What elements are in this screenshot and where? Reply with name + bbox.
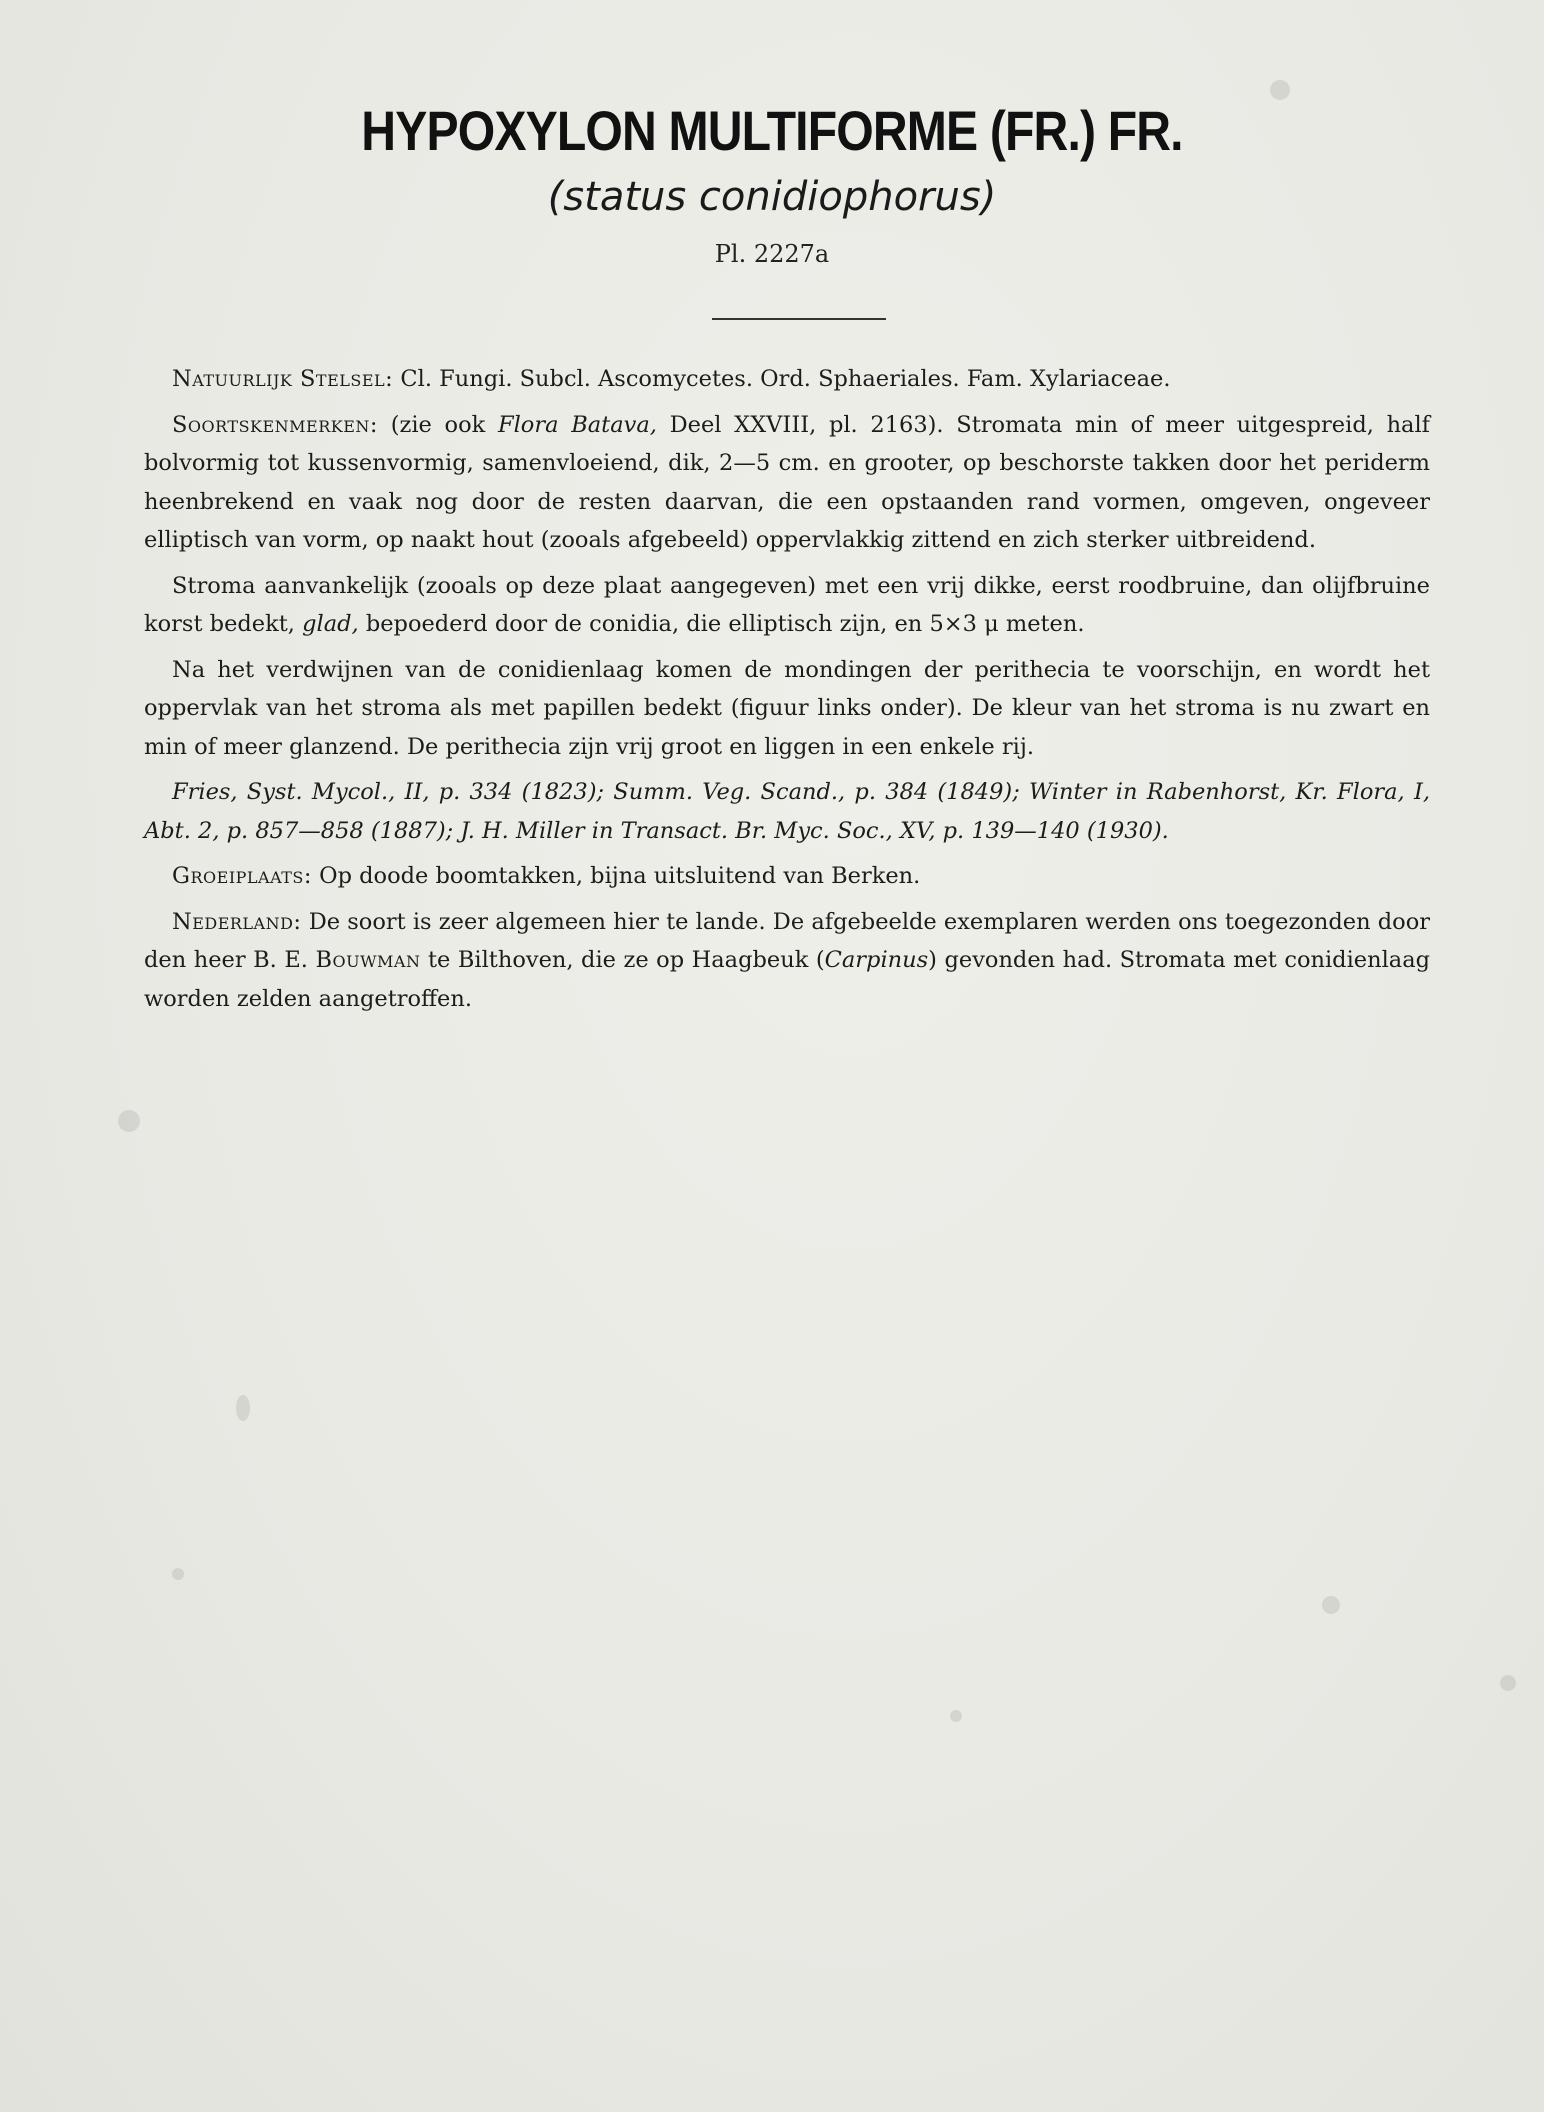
paragraph-soortskenmerken (144, 406, 1430, 560)
paper-speck (950, 1710, 962, 1722)
emphasis-text: glad, (302, 611, 359, 637)
genus-name: Carpinus (824, 947, 929, 973)
divider-rule (712, 318, 886, 320)
paragraph-natuurlijk-stelsel (144, 360, 1430, 399)
section-text: ) gevonden had. Stromata met conidienlaag worden zelden aangetroffen. (144, 947, 1431, 1012)
document-body (144, 360, 1430, 1025)
section-text: Deel XXVIII, pl. 2163). Stromata min of meer uitgespreid, half bolvormig tot kussenvormig, samenvloeiend, dik, 2—5 cm. en grooter, op beschorste takken door het periderm heenbrekend en vaak nog door de resten daarvan, die een opstaanden rand vormen, omgeven, ongeveer elliptisch van vorm, op naakt hout (zooals afgebeeld) oppervlakkig zittend en zich sterker uitbreidend. (144, 411, 1430, 553)
paper-speck (172, 1568, 184, 1580)
literature-text: Fries, Syst. Mycol., II, p. 334 (1823); Summ. Veg. Scand., p. 384 (1849); Winter in Rabenhorst, Kr. Flora, I, Abt. 2, p. 857—858 (1887); J. H. Miller in Transact. Br. Myc. Soc., XV, p. 139—140 (1930). (144, 779, 1430, 844)
section-text: Op doode boomtakken, bijna uitsluitend van Berken. (311, 863, 921, 889)
section-text: te Bilthoven, die ze op Haagbeuk ( (420, 947, 825, 973)
paper-speck (1322, 1596, 1340, 1614)
section-text: (zie ook (378, 411, 498, 438)
paper-speck (236, 1395, 250, 1421)
section-text: Stroma aanvankelijk (zooals op deze plaat aangegeven) met een vrij dikke, eerst roodbruine, dan olijfbruine korst bedekt, (144, 572, 1430, 637)
page-title: HYPOXYLON MULTIFORME (FR.) FR. (361, 99, 1183, 162)
paper-speck (1500, 1675, 1516, 1691)
section-text: Na het verdwijnen van de conidienlaag komen de mondingen der perithecia te voorschijn, en wordt het oppervlak van het stroma als met papillen bedekt (figuur links onder). De kleur van het stroma is nu zwart en min of meer glanzend. De perithecia zijn vrij groot en liggen in een enkele rij. (144, 656, 1430, 760)
paper-speck (1270, 80, 1290, 100)
paragraph-stroma (144, 567, 1430, 644)
paragraph-nederland (144, 903, 1430, 1019)
person-name: Bouwman (315, 947, 421, 973)
plate-number: Pl. 2227a (714, 240, 830, 268)
paragraph-conidienlaag (144, 651, 1430, 767)
page-subtitle: (status conidiophorus) (547, 174, 997, 220)
section-label: Nederland: (172, 908, 302, 935)
paragraph-groeiplaats (144, 857, 1430, 896)
reference-title: Flora Batava, (497, 411, 657, 438)
section-text: bepoederd door de conidia, die elliptisch zijn, en 5×3 μ meten. (358, 611, 1085, 637)
paper-speck (118, 1110, 140, 1132)
section-label: Groeiplaats: (172, 863, 312, 889)
paragraph-literature (144, 773, 1430, 850)
section-text: De soort is zeer algemeen hier te lande. De afgebeelde exemplaren werden ons toegezonden door den heer B. E. (144, 908, 1430, 973)
section-text: Cl. Fungi. Subcl. Ascomycetes. Ord. Sphaeriales. Fam. Xylariaceae. (393, 366, 1171, 392)
section-label: Soortskenmerken: (172, 411, 379, 438)
section-label: Natuurlijk Stelsel: (172, 366, 394, 392)
